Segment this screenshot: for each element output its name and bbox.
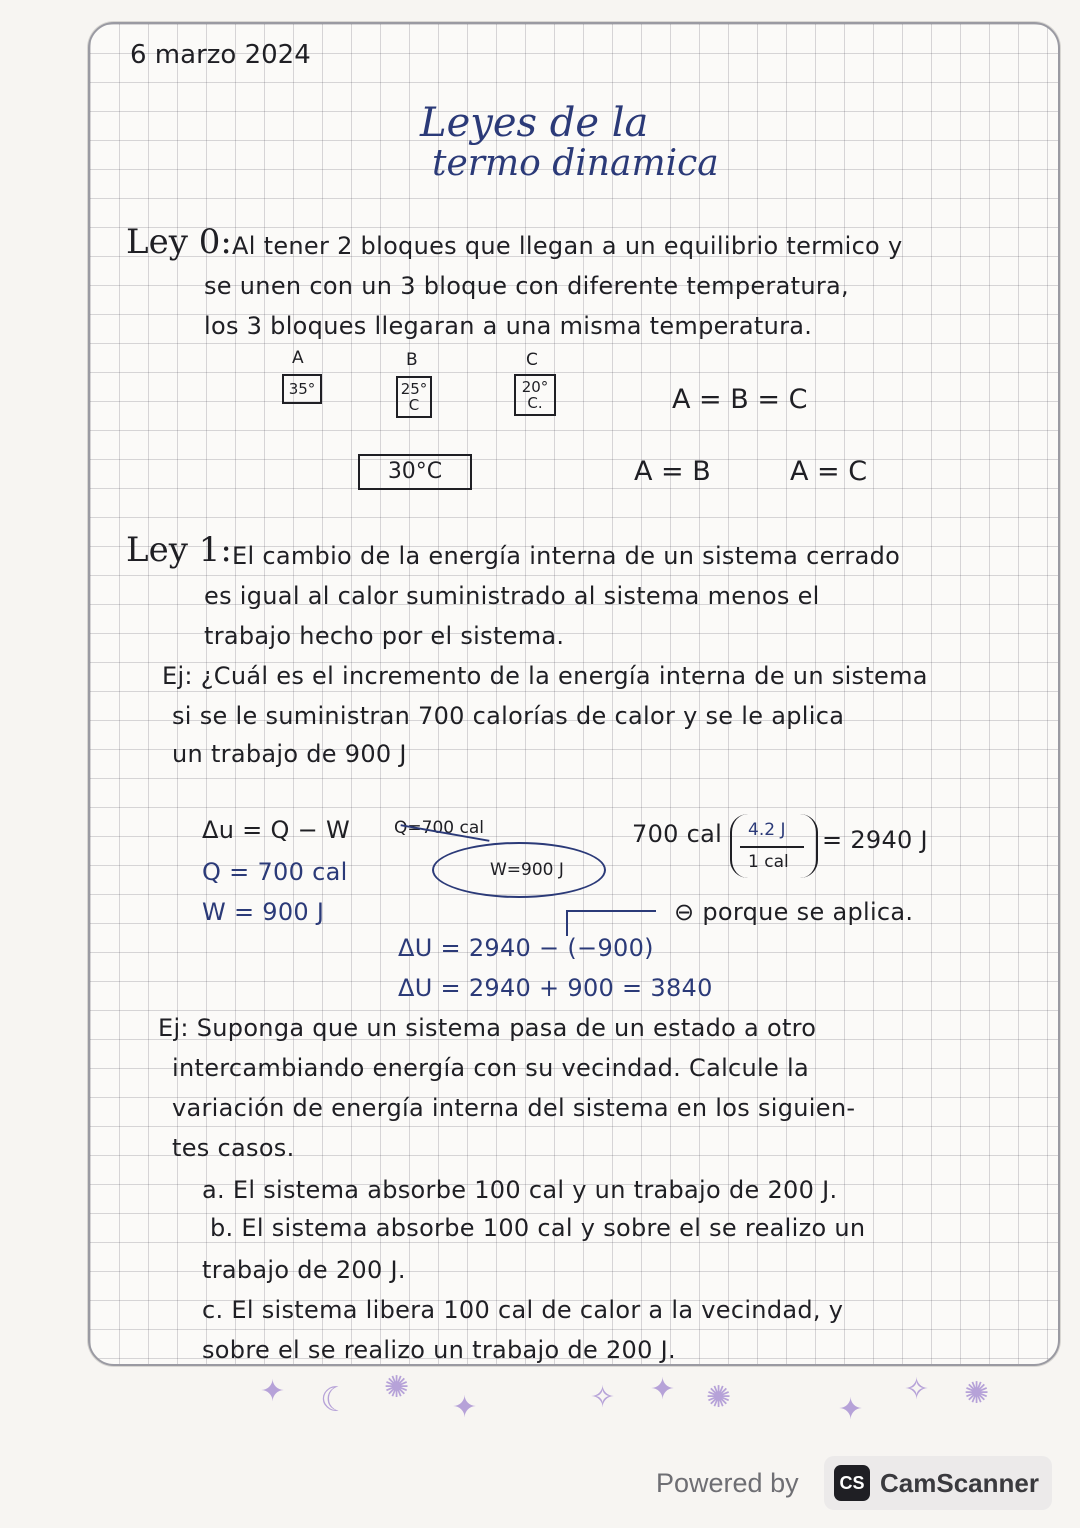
example2-line: Ej: Suponga que un sistema pasa de un estado a otro (158, 1014, 817, 1042)
w-value: W = 900 J (202, 898, 325, 926)
ley0-line: Al tener 2 bloques que llegan a un equilibrio termico y (232, 232, 903, 260)
w-note: W=900 J (490, 860, 564, 880)
q-value: Q = 700 cal (202, 858, 348, 886)
case-c: c. El sistema libera 100 cal de calor a la vecindad, y (202, 1296, 844, 1324)
equality-abc: A = B = C (672, 384, 808, 415)
ley0-line: los 3 bloques llegaran a una misma temperatura. (204, 312, 813, 340)
ley0-heading: Ley 0: (126, 222, 232, 262)
sun-icon: ✺ (964, 1376, 990, 1411)
case-b-cont: trabajo de 200 J. (202, 1256, 406, 1284)
camscanner-badge (824, 1456, 1052, 1510)
block-a-label: A (292, 348, 304, 368)
ley1-heading: Ley 1: (126, 530, 232, 570)
example1-line: un trabajo de 900 J (172, 740, 407, 768)
sign-arrow-tick (566, 910, 568, 936)
block-b: 25° C (396, 376, 432, 418)
example2-line: intercambiando energía con su vecindad. Calcule la (172, 1054, 809, 1082)
block-c: 20° C. (514, 374, 556, 416)
camscanner-logo-icon: CS (834, 1465, 870, 1501)
example1-line: si se le suministran 700 calorías de calor y se le aplica (172, 702, 845, 730)
page-title-line2: termo dinamica (432, 143, 719, 184)
ley1-line: es igual al calor suministrado al sistema menos el (204, 582, 820, 610)
moon-icon: ☾ (320, 1380, 351, 1420)
ley0-line: se unen con un 3 bloque con diferente temperatura, (204, 272, 849, 300)
block-b-label: B (406, 350, 418, 370)
factor-bottom: 1 cal (748, 852, 789, 872)
sparkle-icon: ✧ (904, 1372, 930, 1407)
sign-arrow (566, 910, 656, 912)
camscanner-brand: CamScanner (880, 1467, 1039, 1498)
conversion: 700 cal (632, 820, 723, 848)
equality-ab: A = B (634, 456, 711, 487)
sparkle-icon: ✧ (590, 1380, 616, 1415)
example2-line: variación de energía interna del sistema en los siguien- (172, 1094, 856, 1122)
step1: ΔU = 2940 − (−900) (398, 934, 654, 962)
conversion-result: = 2940 J (822, 826, 928, 854)
case-c-cont: sobre el se realizo un trabajo de 200 J. (202, 1336, 676, 1364)
page-title-line1: Leyes de la (420, 100, 649, 146)
sparkle-icon: ✦ (260, 1374, 286, 1409)
block-c-label: C (526, 350, 538, 370)
powered-by-text: Powered by (656, 1467, 799, 1498)
star-icon: ✦ (452, 1390, 478, 1425)
step2: ΔU = 2940 + 900 = 3840 (398, 974, 713, 1002)
q-note: Q=700 cal (394, 818, 484, 838)
case-b: b. El sistema absorbe 100 cal y sobre el se realizo un (210, 1214, 866, 1242)
formula: Δu = Q − W (202, 816, 350, 844)
fraction-bar (740, 846, 804, 848)
star-icon: ✦ (838, 1392, 864, 1427)
sign-note: ⊖ porque se aplica. (674, 898, 914, 926)
sun-icon: ✺ (706, 1380, 732, 1415)
example2-line: tes casos. (172, 1134, 295, 1162)
equality-ac: A = C (790, 456, 868, 487)
block-a: 35° (282, 374, 322, 404)
date: 6 marzo 2024 (130, 40, 311, 70)
case-a: a. El sistema absorbe 100 cal y un trabajo de 200 J. (202, 1176, 838, 1204)
ley1-line: trabajo hecho por el sistema. (204, 622, 565, 650)
example1-line: Ej: ¿Cuál es el incremento de la energía interna de un sistema (162, 662, 928, 690)
factor-top: 4.2 J (748, 820, 786, 840)
notebook-page (88, 22, 1060, 1366)
ley1-line: El cambio de la energía interna de un sistema cerrado (232, 542, 901, 570)
star-icon: ✦ (650, 1372, 676, 1407)
sun-icon: ✺ (384, 1370, 410, 1405)
result-temp-box: 30°C (358, 454, 472, 490)
